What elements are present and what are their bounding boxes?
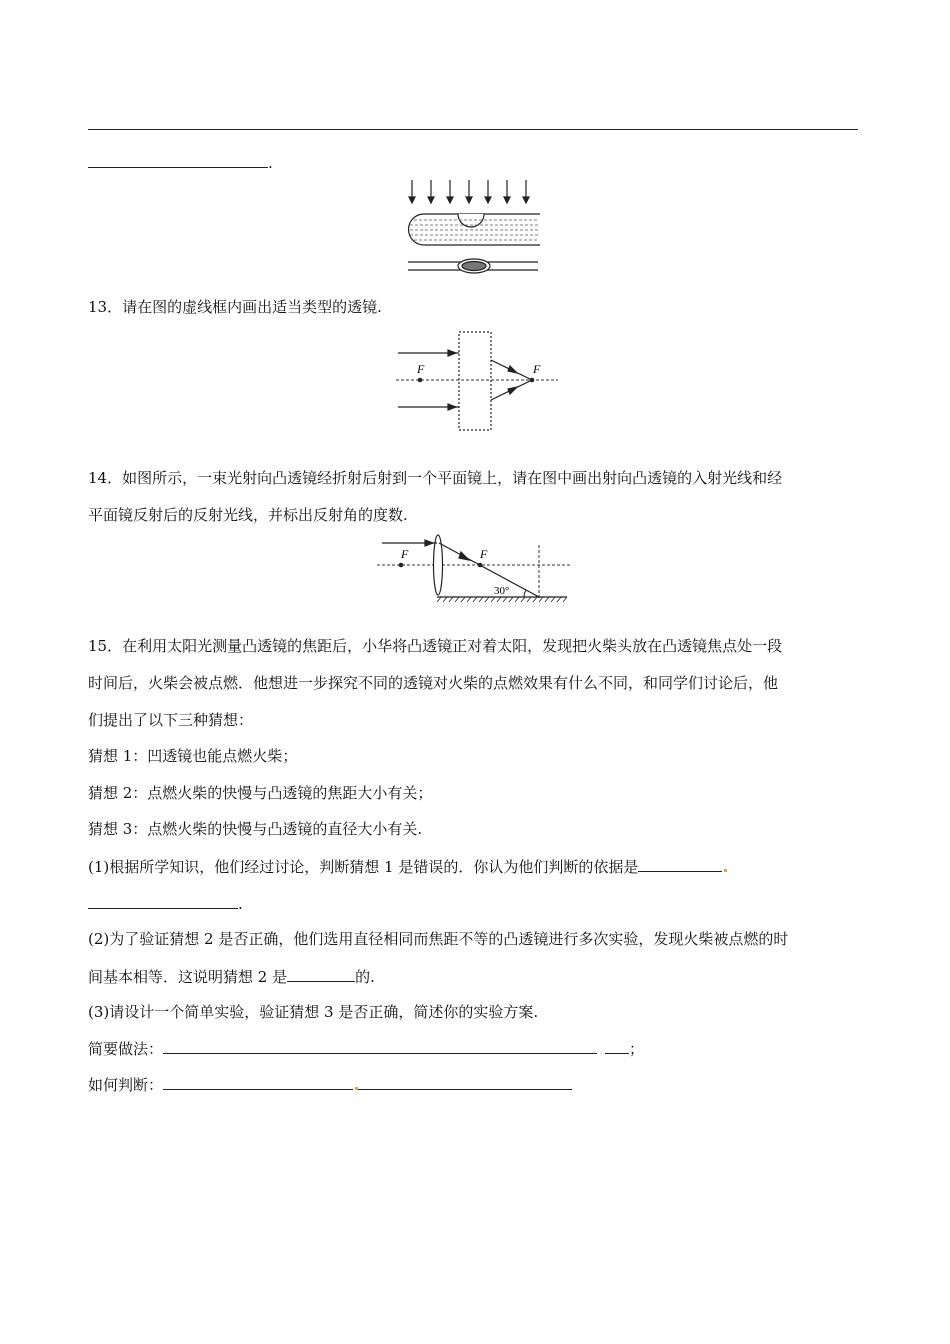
q13-lens-box-figure xyxy=(396,330,561,432)
answer-blank-judge-a[interactable] xyxy=(163,1074,353,1090)
method-end: ； xyxy=(629,1040,645,1058)
water-tube xyxy=(409,214,540,245)
q15-line3: 们提出了以下三种猜想： xyxy=(88,711,254,729)
answer-blank-method-b[interactable] xyxy=(605,1038,629,1054)
q15-part2-text: 间基本相等．这说明猜想 2 是 xyxy=(88,968,288,986)
dashed-lens-box xyxy=(459,332,491,430)
q15-part2-end: 的. xyxy=(355,968,375,986)
sunlight-rays xyxy=(409,180,529,203)
q14-lens-mirror-figure xyxy=(377,535,572,605)
water-drop-lens-figure xyxy=(400,178,545,278)
q15-guess2: 猜想 2：点燃火柴的快慢与凸透镜的焦距大小有关； xyxy=(88,784,433,802)
judge-label: 如何判断： xyxy=(88,1076,164,1094)
q15-part3: (3)请设计一个简单实验，验证猜想 3 是否正确，简述你的实验方案. xyxy=(88,1003,539,1021)
q15-judge xyxy=(88,1074,572,1095)
match-object xyxy=(408,259,538,273)
answer-line-short xyxy=(88,152,273,173)
q15-part1-text: (1)根据所学知识，他们经过讨论，判断猜想 1 是错误的．你认为他们判断的依据是 xyxy=(88,858,639,876)
focus-label-left: F xyxy=(401,547,409,561)
q14-line1: 14．如图所示，一束光射向凸透镜经折射后射到一个平面镜上，请在图中画出射向凸透镜的入射光线和经 xyxy=(88,469,783,487)
focus-label-right: F xyxy=(480,547,488,561)
q14-line2: 平面镜反射后的反射光线，并标出反射角的度数. xyxy=(88,506,408,524)
answer-blank-method-a[interactable] xyxy=(163,1038,597,1054)
q15-part1 xyxy=(88,856,727,877)
angle-label: 30° xyxy=(494,585,510,597)
q13-text: 13．请在图的虚线框内画出适当类型的透镜. xyxy=(88,298,382,316)
q15-method xyxy=(88,1038,644,1059)
answer-blank-judge-b[interactable] xyxy=(358,1074,572,1090)
focus-label-right: F xyxy=(533,362,541,376)
q15-line1: 15．在利用太阳光测量凸透镜的焦距后，小华将凸透镜正对着太阳，发现把火柴头放在凸透镜焦点处一段 xyxy=(88,637,783,655)
q15-guess3: 猜想 3：点燃火柴的快慢与凸透镜的直径大小有关. xyxy=(88,820,423,838)
q15-part1-cont xyxy=(88,893,243,914)
q15-guess1: 猜想 1：凹透镜也能点燃火柴； xyxy=(88,747,298,765)
answer-end-mark: . xyxy=(268,154,273,172)
answer-blank-1a[interactable] xyxy=(638,856,722,872)
answer-blank-1b[interactable] xyxy=(88,893,238,909)
method-label: 简要做法： xyxy=(88,1040,164,1058)
answer-blank-2[interactable] xyxy=(287,966,355,982)
q15-part2-line1: (2)为了验证猜想 2 是否正确，他们选用直径相同而焦距不等的凸透镜进行多次实验，发现火柴被点燃的时 xyxy=(88,930,789,948)
q15-part2-line2 xyxy=(88,966,375,987)
focus-label-left: F xyxy=(417,362,425,376)
q15-part1-end: . xyxy=(238,895,243,913)
q15-line2: 时间后，火柴会被点燃．他想进一步探究不同的透镜对火柴的点燃效果有什么不同，和同学们讨论后，他 xyxy=(88,674,779,692)
answer-line-full xyxy=(88,129,858,130)
